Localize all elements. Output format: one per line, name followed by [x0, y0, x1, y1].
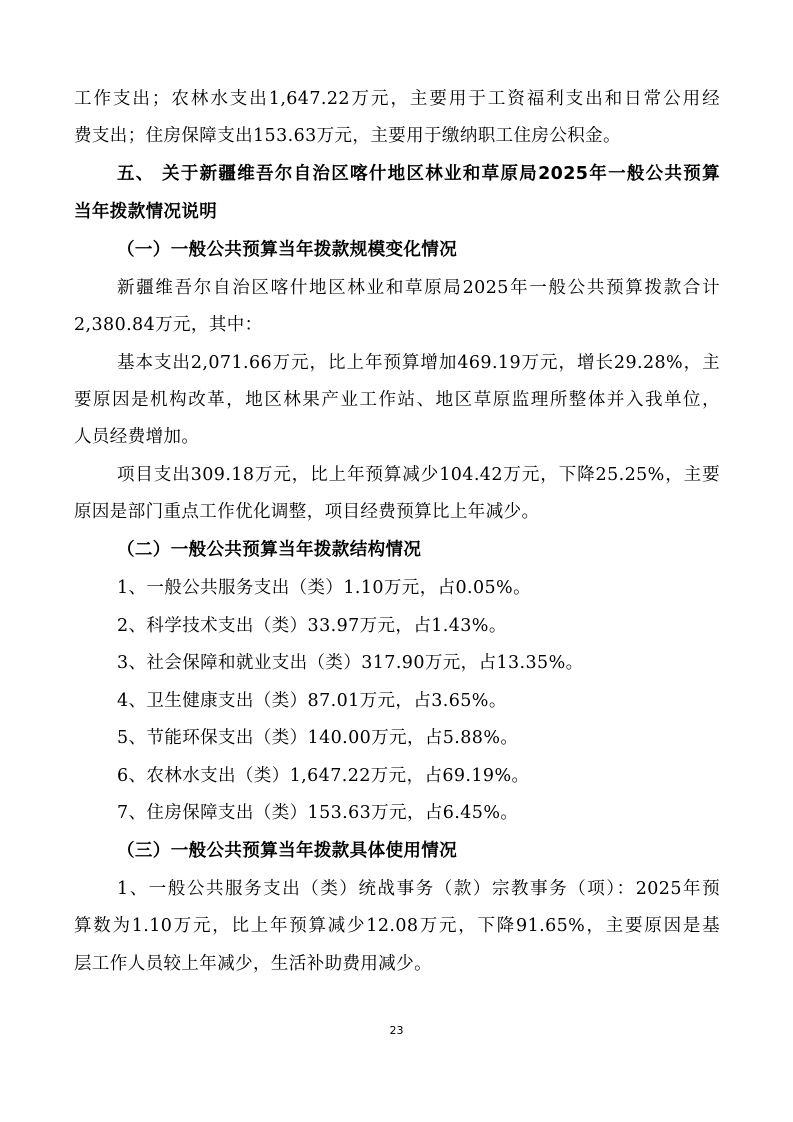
section-heading-five-cont: 当年拨款情况说明	[74, 202, 218, 222]
paragraph-line: 人员经费增加。	[74, 427, 200, 447]
paragraph-line: 工作支出；农林水支出1,647.22万元，主要用于工资福利支出和日常公用经	[74, 89, 720, 109]
list-item: 3、社会保障和就业支出（类）317.90万元，占13.35%。	[117, 653, 584, 673]
paragraph-line: 算数为1.10万元，比上年预算减少12.08万元，下降91.65%，主要原因是基	[74, 916, 720, 936]
subsection-heading-2: （二）一般公共预算当年拨款结构情况	[117, 540, 422, 560]
paragraph-line: 层工作人员较上年减少，生活补助费用减少。	[74, 954, 432, 974]
list-item: 2、科学技术支出（类）33.97万元，占1.43%。	[117, 616, 507, 636]
paragraph-line: 原因是部门重点工作优化调整，项目经费预算比上年减少。	[74, 502, 540, 522]
list-item: 6、农林水支出（类）1,647.22万元，占69.19%。	[117, 766, 530, 786]
paragraph-line: 1、一般公共服务支出（类）统战事务（款）宗教事务（项）：2025年预	[117, 879, 720, 899]
paragraph-line: 项目支出309.18万元，比上年预算减少104.42万元，下降25.25%，主要	[117, 465, 720, 485]
paragraph-line: 2,380.84万元，其中：	[74, 315, 263, 335]
page-number: 23	[389, 1024, 404, 1037]
subsection-heading-3: （三）一般公共预算当年拨款具体使用情况	[117, 841, 458, 861]
list-item: 5、节能环保支出（类）140.00万元，占5.88%。	[117, 728, 519, 748]
list-item: 7、住房保障支出（类）153.63万元，占6.45%。	[117, 803, 519, 823]
paragraph-line: 新疆维吾尔自治区喀什地区林业和草原局2025年一般公共预算拨款合计	[117, 278, 720, 298]
paragraph-line: 费支出；住房保障支出153.63万元，主要用于缴纳职工住房公积金。	[74, 126, 621, 146]
list-item: 4、卫生健康支出（类）87.01万元，占3.65%。	[117, 691, 507, 711]
paragraph-line: 基本支出2,071.66万元，比上年预算增加469.19万元，增长29.28%，主	[117, 353, 720, 373]
paragraph-line: 要原因是机构改革，地区林果产业工作站、地区草原监理所整体并入我单位，	[74, 390, 720, 410]
list-item: 1、一般公共服务支出（类）1.10万元，占0.05%。	[117, 578, 531, 598]
subsection-heading-1: （一）一般公共预算当年拨款规模变化情况	[117, 240, 458, 260]
section-heading-five: 五、 关于新疆维吾尔自治区喀什地区林业和草原局2025年一般公共预算	[117, 164, 720, 184]
